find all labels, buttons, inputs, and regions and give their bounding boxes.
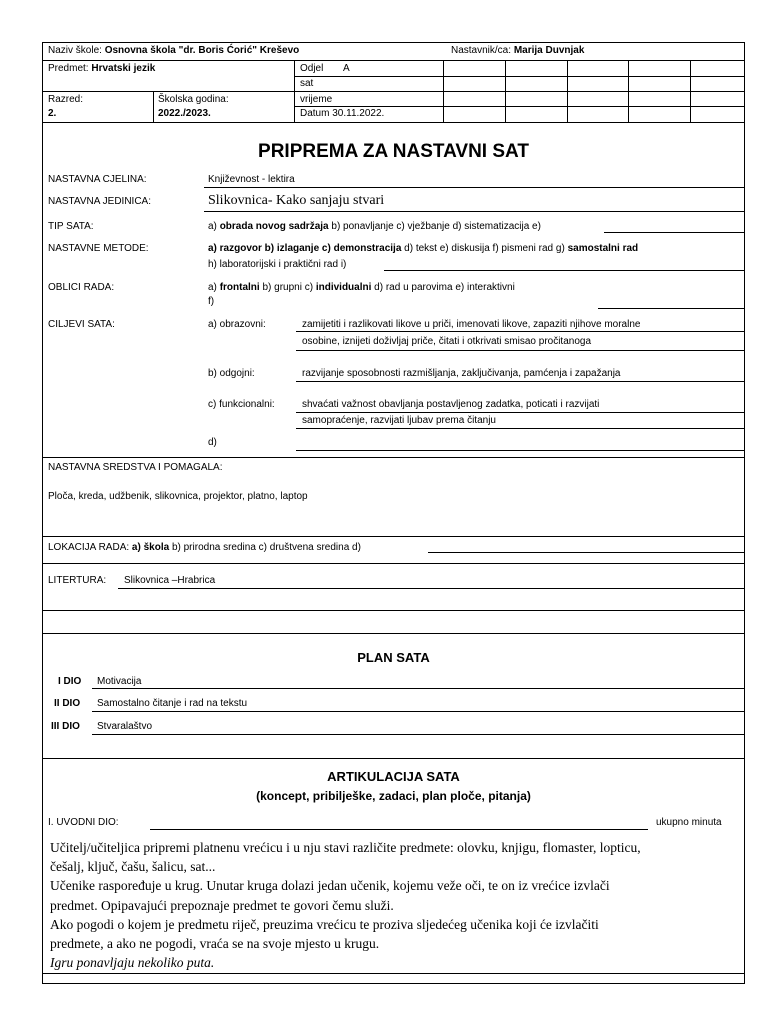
artikulacija-title: ARTIKULACIJA SATA: [327, 769, 460, 784]
tip-a-value: obrada novog sadržaja: [219, 221, 329, 232]
school-label: Naziv škole:: [48, 45, 102, 56]
section-divider: [42, 633, 745, 634]
minutes-label: ukupno minuta: [656, 817, 722, 828]
oblici-underline: [598, 308, 744, 309]
header-line: [443, 60, 444, 122]
body-line: Učitelj/učiteljica pripremi platnenu vrećicu i u nju stavi različite predmete: olovku, knjigu, flomaster, lopticu,: [50, 840, 641, 855]
plan-row-value: Motivacija: [97, 676, 142, 687]
odgojni-underline: [296, 381, 744, 382]
dept-label: Odjel: [300, 63, 324, 74]
obrazovni-underline-1: [296, 331, 744, 332]
plan-row-label: III DIO: [51, 721, 80, 732]
lokacija-rest: b) prirodna sredina c) društvena sredina d): [171, 542, 361, 553]
oblici-bold-1: frontalni: [219, 282, 260, 293]
body-line: Učenike raspoređuje u krug. Unutar kruga dolazi jedan učenik, kojemu veže oči, te on iz vrećice izvlači: [50, 878, 610, 894]
header-line: [567, 60, 568, 122]
plan-title: PLAN SATA: [357, 650, 430, 665]
class-label: Razred:: [48, 94, 84, 105]
literatura-label: LITERTURA:: [48, 575, 107, 586]
oblici-mid: b) grupni c): [262, 282, 314, 293]
header-line: [294, 60, 295, 122]
tip-underline: [604, 232, 744, 233]
plan-row-value: Samostalno čitanje i rad na tekstu: [97, 698, 248, 709]
oblici-f: f): [208, 296, 215, 307]
teacher-label: Nastavnik/ca:: [451, 45, 512, 56]
class-value: 2.: [48, 108, 57, 119]
body-line: češalj, ključ, čašu, šalicu, sat...: [50, 859, 216, 875]
year-label: Školska godina:: [158, 94, 229, 105]
section-divider: [42, 536, 745, 537]
plan-row-value: Stvaralaštvo: [97, 721, 153, 732]
body-end-underline: [42, 973, 745, 974]
oblici-options: [208, 282, 515, 293]
odgojni-value: razvijanje sposobnosti razmišljanja, zaključivanja, pamćenja i zapažanja: [302, 368, 621, 379]
year-value: 2022./2023.: [158, 108, 211, 119]
header-line: [42, 122, 745, 123]
funkcionalni-line-1: shvaćati važnost obavljanja postavljenog zadatka, poticati i razvijati: [302, 399, 600, 410]
tip-rest: b) ponavljanje c) vježbanje d) sistematizacija e): [331, 221, 541, 232]
obrazovni-label: a) obrazovni:: [208, 319, 266, 330]
artikulacija-body: [50, 838, 744, 972]
date-label: Datum 30.11.2022.: [300, 108, 385, 119]
period-label: sat: [300, 78, 314, 89]
metode-bold-2: samostalni rad: [567, 243, 639, 254]
uvodni-underline: [150, 829, 648, 830]
ciljevi-label: CILJEVI SATA:: [48, 319, 115, 330]
literatura-value: Slikovnica –Hrabrica: [124, 575, 216, 586]
funkcionalni-line-2: samopraćenje, razvijati ljubav prema čitanju: [302, 415, 496, 426]
sredstva-value: Ploča, kreda, udžbenik, slikovnica, projektor, platno, laptop: [48, 491, 308, 502]
body-line: predmete, a ako ne pogodi, vraća se na svoje mjesto u krugu.: [50, 936, 380, 952]
lokacija-label: LOKACIJA RADA:: [48, 542, 130, 553]
section-divider: [42, 610, 745, 611]
header-line: [294, 106, 745, 107]
lokacija-row: [48, 542, 361, 553]
body-line-italic: Igru ponavljaju nekoliko puta.: [50, 955, 215, 971]
oblici-label: OBLICI RADA:: [48, 282, 115, 293]
funkcionalni-underline-2: [296, 428, 744, 429]
metode-label: NASTAVNE METODE:: [48, 243, 149, 254]
jedinica-value: Slikovnica- Kako sanjaju stvari: [208, 193, 385, 208]
obrazovni-line-2: osobine, iznijeti doživljaj priče, čitati i otkrivati smisao pročitanoga: [302, 336, 592, 347]
lokacija-bold: a) škola: [131, 542, 170, 553]
literatura-underline: [118, 588, 744, 589]
tip-label: TIP SATA:: [48, 221, 94, 232]
metode-options: [208, 243, 638, 254]
cjelina-underline: [204, 187, 744, 188]
odgojni-label: b) odgojni:: [208, 368, 255, 379]
oblici-a: a): [208, 282, 217, 293]
metode-mid: d) tekst e) diskusija f) pismeni rad g): [404, 243, 565, 254]
section-divider: [42, 563, 745, 564]
page-title: PRIPREMA ZA NASTAVNI SAT: [258, 141, 529, 162]
section-divider: [42, 457, 745, 458]
sredstva-label: NASTAVNA SREDSTVA I POMAGALA:: [48, 462, 223, 473]
subject-label: Predmet:: [48, 63, 89, 74]
subject-row: [48, 63, 155, 74]
body-line: predmet. Opipavajući prepoznaje predmet te govori čemu služi.: [50, 897, 394, 913]
oblici-rest: d) rad u parovima e) interaktivni: [374, 282, 515, 293]
subject-value: Hrvatski jezik: [91, 63, 156, 74]
artikulacija-subtitle: (koncept, pribilješke, zadaci, plan ploče, pitanja): [256, 789, 531, 803]
teacher-row: [451, 45, 584, 56]
obrazovni-line-1: zamijetiti i razlikovati likove u priči, imenovati likove, zapaziti njihove moralne: [302, 319, 641, 330]
tip-options: [208, 221, 541, 232]
metode-line2: h) laboratorijski i praktični rad i): [208, 259, 347, 270]
header-line: [628, 60, 629, 122]
cjelina-label: NASTAVNA CJELINA:: [48, 174, 147, 185]
ciljevi-d-underline: [296, 450, 744, 451]
metode-underline: [384, 270, 744, 271]
uvodni-label: I. UVODNI DIO:: [48, 817, 119, 828]
body-line: Ako pogodi o kojem je predmetu riječ, preuzima vrećicu te proziva sljedećeg učenika koji će izvlačiti: [50, 916, 599, 932]
funkcionalni-label: c) funkcionalni:: [208, 399, 275, 410]
lokacija-underline: [428, 552, 744, 553]
cjelina-value: Književnost - lektira: [208, 174, 295, 185]
header-line: [153, 91, 154, 122]
plan-row-label: II DIO: [54, 698, 81, 709]
dept-value: A: [343, 63, 350, 74]
plan-row-underline: [92, 688, 744, 689]
plan-row-underline: [92, 711, 744, 712]
oblici-bold-2: individualni: [315, 282, 372, 293]
tip-a: a): [208, 221, 217, 232]
teacher-value: Marija Duvnjak: [513, 45, 585, 56]
plan-row-label: I DIO: [58, 676, 82, 687]
section-divider: [42, 758, 745, 759]
obrazovni-underline-2: [296, 350, 744, 351]
header-line: [42, 91, 745, 92]
jedinica-label: NASTAVNA JEDINICA:: [48, 196, 151, 207]
header-line: [294, 76, 745, 77]
metode-bold-1: a) razgovor b) izlaganje c) demonstracija: [208, 243, 402, 254]
header-line: [505, 60, 506, 122]
funkcionalni-underline-1: [296, 412, 744, 413]
plan-row-underline: [92, 734, 744, 735]
header-line: [42, 60, 745, 61]
time-label: vrijeme: [300, 94, 333, 105]
jedinica-underline: [204, 211, 744, 212]
ciljevi-d-label: d): [208, 437, 217, 448]
school-row: [48, 45, 299, 56]
school-value: Osnovna škola "dr. Boris Ćorić" Kreševo: [104, 45, 300, 56]
header-line: [690, 60, 691, 122]
